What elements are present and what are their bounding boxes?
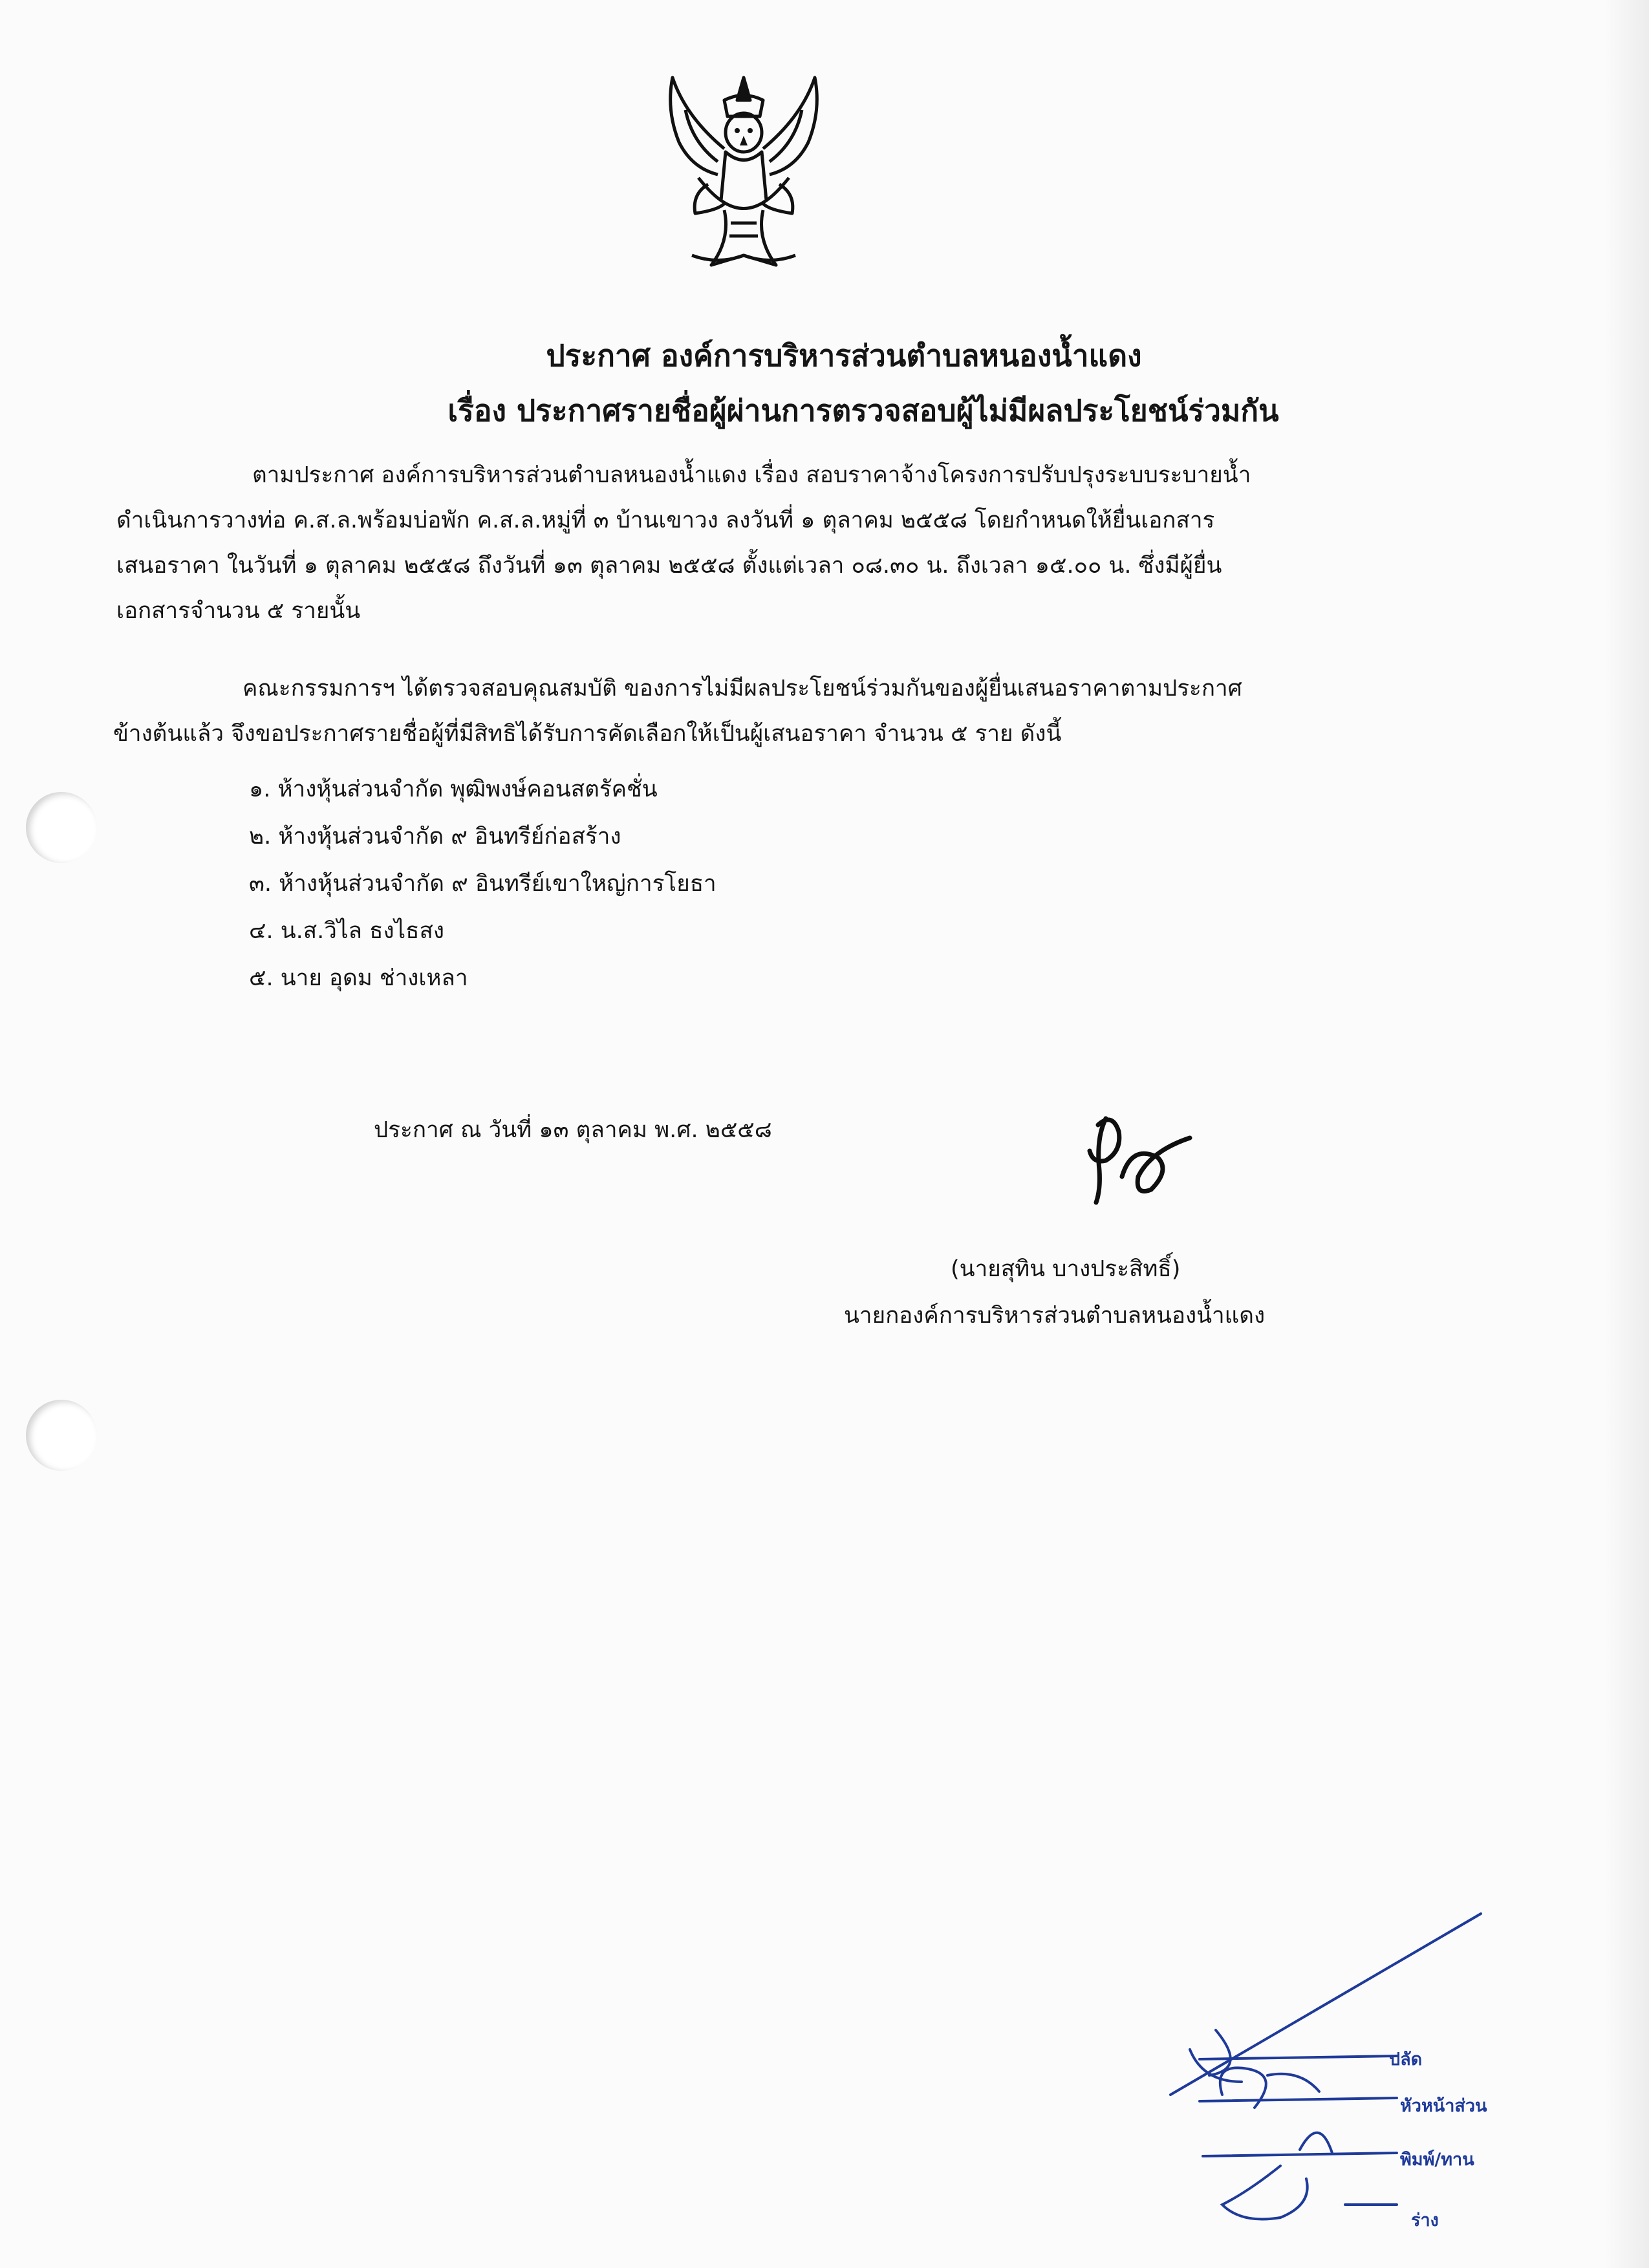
approval-stamp [1151,1901,1513,2250]
announcement-subject: เรื่อง ประกาศรายชื่อผู้ผ่านการตรวจสอบผู้ไม่มีผลประโยชน์ร่วมกัน [447,393,1279,428]
paragraph-committee [113,666,1242,756]
paragraph-line: ตามประกาศ องค์การบริหารส่วนตำบลหนองน้ำแดง เรื่อง สอบราคาจ้างโครงการปรับปรุงระบบระบายน้ำ [252,462,1251,488]
punch-hole-bottom [26,1400,97,1471]
stamp-label: ปลัด [1389,2049,1423,2070]
stamp-label: หัวหน้าส่วน [1400,2096,1487,2116]
announcement-title: ประกาศ องค์การบริหารส่วนตำบลหนองน้ำแดง [546,338,1142,373]
paragraph-line: เอกสารจำนวน ๕ รายนั้น [116,598,361,624]
stamp-label: พิมพ์/ทาน [1400,2150,1474,2170]
paragraph-announcement [116,453,1251,634]
signature-mark [1061,1099,1203,1228]
list-item: ๓. ห้างหุ้นส่วนจำกัด ๙ อินทรีย์เขาใหญ่การโยธา [249,871,717,897]
signatory-position: นายกองค์การบริหารส่วนตำบลหนองน้ำแดง [844,1303,1266,1329]
punch-hole-top [26,792,97,863]
paragraph-line: คณะกรรมการฯ ได้ตรวจสอบคุณสมบัติ ของการไม่มีผลประโยชน์ร่วมกันของผู้ยื่นเสนอราคาตามประกาศ [242,676,1242,701]
list-item: ๑. ห้างหุ้นส่วนจำกัด พุฒิพงษ์คอนสตรัคชั่น [249,776,658,802]
signatory-name: (นายสุทิน บางประสิทธิ์) [951,1256,1181,1282]
garuda-emblem-icon [647,71,841,278]
paragraph-line: เสนอราคา ในวันที่ ๑ ตุลาคม ๒๕๕๘ ถึงวันที่ ๑๓ ตุลาคม ๒๕๕๘ ตั้งแต่เวลา ๐๘.๓๐ น. ถึงเวลา ๑๕.๐๐ น. ซึ่งมีผู้ยื่น [116,553,1222,579]
paragraph-line: ดำเนินการวางท่อ ค.ส.ล.พร้อมบ่อพัก ค.ส.ล.หมู่ที่ ๓ บ้านเขาวง ลงวันที่ ๑ ตุลาคม ๒๕๕๘ โดยกำหนดให้ยื่นเอกสาร [116,508,1215,533]
list-item: ๔. น.ส.วิไล ธงไธสง [249,918,444,944]
list-item: ๕. นาย อุดม ช่างเหลา [249,965,468,991]
paragraph-line: ข้างต้นแล้ว จึงขอประกาศรายชื่อผู้ที่มีสิทธิได้รับการคัดเลือกให้เป็นผู้เสนอราคา จำนวน ๕ ราย ดังนี้ [113,721,1062,747]
list-item: ๒. ห้างหุ้นส่วนจำกัด ๙ อินทรีย์ก่อสร้าง [249,824,621,850]
stamp-label: ร่าง [1411,2210,1439,2231]
bidder-list [249,766,717,1002]
announcement-date: ประกาศ ณ วันที่ ๑๓ ตุลาคม พ.ศ. ๒๕๕๘ [374,1117,772,1143]
